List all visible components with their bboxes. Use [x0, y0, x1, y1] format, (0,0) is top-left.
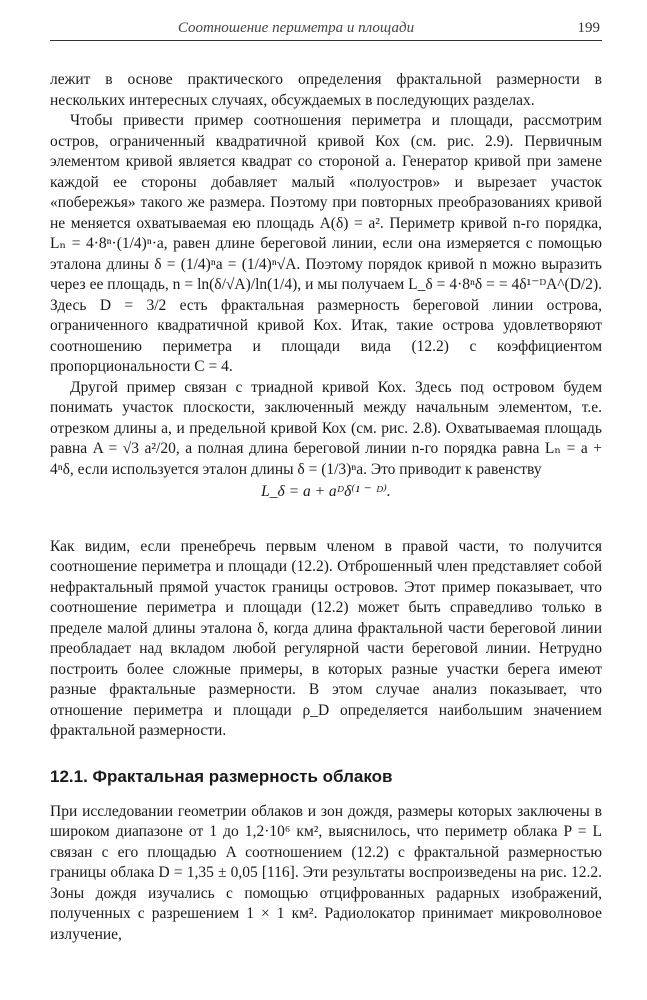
- page-body: [50, 70, 602, 945]
- paragraph-square-koch: Чтобы привести пример соотношения периметра и площади, рассмотрим остров, ограниченный квадратичной кривой Кох (см. рис. 2.9). Первичным элементом кривой является квадрат со стороной a. Генератор кривой при замене каждой ее стороны добавляет малый «полуостров» и вырезает участок «побережья» такого же размера. Поэтому при повторных преобразованиях кривой не меняется охватываемая ею площадь A(δ) = a². Периметр кривой n-го порядка, Lₙ = 4·8ⁿ·(1/4)ⁿ·a, равен длине береговой линии, если она измеряется с помощью эталона длины δ = (1/4)ⁿa = (1/4)ⁿ√A. Поэтому порядок кривой n можно выразить через ее площадь, n = ln(δ/√A)/ln(1/4), и мы получаем L_δ = 4·8ⁿδ = = 4δ¹⁻ᴰA^(D/2). Здесь D = 3/2 есть фрактальная размерность береговой линии острова, ограниченного квадратичной кривой Кох. Итак, такие острова удовлетворяют соотношению периметра и площади вида (12.2) с коэффициентом пропорциональности C = 4.: [50, 112, 602, 375]
- page-number: 199: [577, 20, 600, 36]
- section-heading: 12.1. Фрактальная размерность облаков: [50, 766, 393, 786]
- paragraph-continuation: лежит в основе практического определения фрактальной размерности в нескольких интересных случаях, обсуждаемых в последующих разделах.: [50, 71, 602, 109]
- paragraph-conclusion: Как видим, если пренебречь первым членом в правой части, то получится соотношение периметра и площади (12.2). Отброшенный член представляет собой нефрактальный прямой участок границы островов. Этот пример показывает, что соотношение периметра и площади (12.2) может быть справедливо только в пределе малой длины эталона δ, когда длина фрактальной части береговой линии преобладает над вкладом любой регулярной части береговой линии. Нетрудно построить более сложные примеры, в которых разные участки берега имеют разные фрактальные размерности. В этом случае анализ показывает, что отношение периметра и площади ρ_D определяется наибольшим значением фрактальной размерности.: [50, 537, 602, 739]
- running-title: Соотношение периметра и площади: [177, 20, 415, 36]
- page-header: [50, 14, 602, 41]
- paragraph-clouds: При исследовании геометрии облаков и зон дождя, размеры которых заключены в широком диапазоне от 1 до 1,2·10⁶ км², выяснилось, что периметр облака P = L связан с его площадью A соотношением (12.2) с фрактальной размерностью границы облака D = 1,35 ± 0,05 [116]. Эти результаты воспроизведены на рис. 12.2. Зоны дождя изучались с помощью отцифрованных радарных изображений, полученных с разрешением 1 × 1 км². Радиолокатор принимает микроволновое излучение,: [50, 802, 602, 943]
- paragraph-triadic-koch: Другой пример связан с триадной кривой Кох. Здесь под островом будем понимать участок плоскости, заключенный между начальным элементом, т.е. отрезком длины a, и предельной кривой Кох (см. рис. 2.8). Охватываемая площадь равна A = √3 a²/20, а полная длина береговой линии n-го порядка равна Lₙ = a + 4ⁿδ, если используется эталон длины δ = (1/3)ⁿa. Это приводит к равенству: [50, 378, 602, 478]
- equation: L_δ = a + aᴰδ⁽¹ ⁻ ᴰ⁾.: [261, 483, 391, 500]
